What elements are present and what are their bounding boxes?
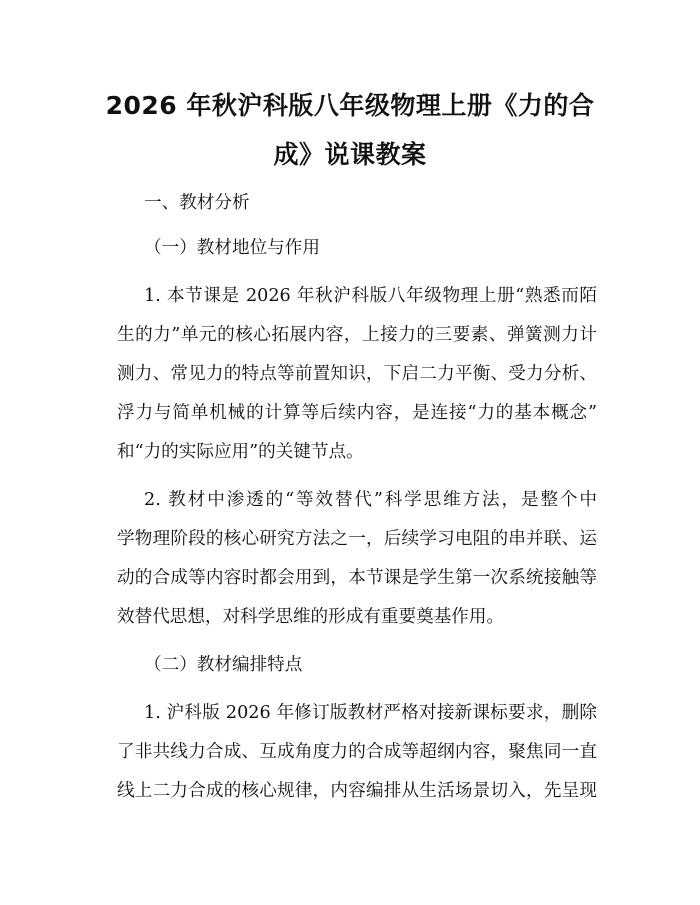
paragraph-1-line: 和“力的实际应用”的关键节点。 xyxy=(117,442,364,462)
paragraph-1-line: 生的力”单元的核心拓展内容，上接力的三要素、弹簧测力计 xyxy=(117,325,597,345)
section-heading-textbook-analysis: 一、教材分析 xyxy=(144,193,250,213)
paragraph-1-line: 1. 本节课是 2026 年秋沪科版八年级物理上册“熟悉而陌 xyxy=(144,286,597,306)
paragraph-2-line: 2. 教材中渗透的“等效替代”科学思维方法，是整个中 xyxy=(144,490,597,510)
paragraph-1-line: 浮力与简单机械的计算等后续内容，是连接“力的基本概念” xyxy=(117,403,597,423)
paragraph-3-line: 1. 沪科版 2026 年修订版教材严格对接新课标要求，删除 xyxy=(144,703,597,723)
paragraph-2-line: 学物理阶段的核心研究方法之一，后续学习电阻的串并联、运 xyxy=(117,529,597,549)
paragraph-2-line: 动的合成等内容时都会用到，本节课是学生第一次系统接触等 xyxy=(117,568,597,588)
paragraph-3-line: 线上二力合成的核心规律，内容编排从生活场景切入，先呈现 xyxy=(117,781,597,801)
document-title-line-2: 成》说课教案 xyxy=(273,140,427,169)
subsection-heading-status-role: （一）教材地位与作用 xyxy=(144,238,320,258)
document-title-line-1: 2026 年秋沪科版八年级物理上册《力的合 xyxy=(105,91,595,120)
subsection-heading-layout-features: （二）教材编排特点 xyxy=(144,655,303,675)
paragraph-1-line: 测力、常见力的特点等前置知识，下启二力平衡、受力分析、 xyxy=(117,364,597,384)
paragraph-3-line: 了非共线力合成、互成角度力的合成等超纲内容，聚焦同一直 xyxy=(117,742,597,762)
paragraph-2-line: 效替代思想，对科学思维的形成有重要奠基作用。 xyxy=(117,607,505,627)
